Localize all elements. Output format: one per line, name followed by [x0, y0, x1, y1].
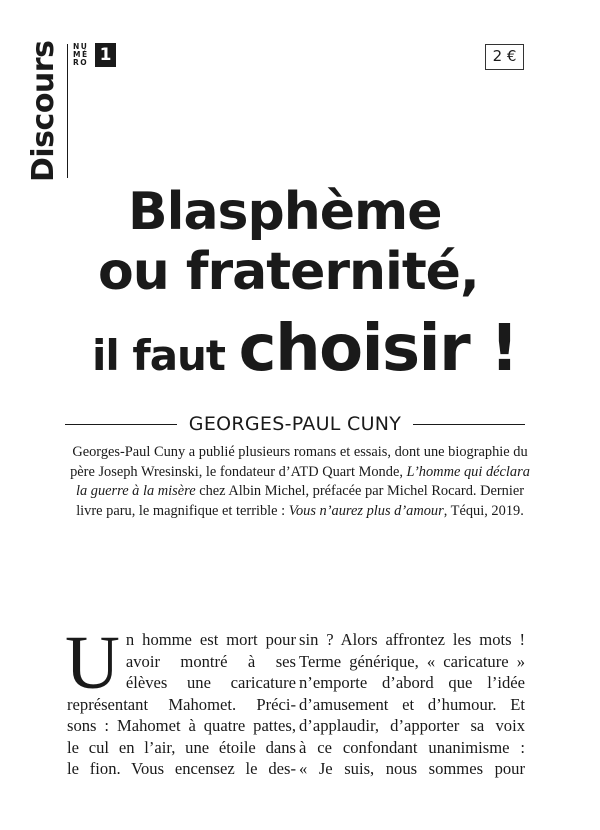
article-line: représentant Mahomet. Préci-	[67, 694, 296, 714]
article-column-right	[299, 629, 525, 780]
bio-book-title: Vous n’aurez plus d’amour	[288, 502, 444, 519]
article-line: élèves une caricature	[125, 673, 296, 692]
headline-line-1: Blasphème	[128, 182, 442, 242]
issue-number: 1	[95, 43, 116, 67]
drop-cap: U	[65, 621, 120, 705]
article-line: sons : Mahomet à quatre pattes,	[67, 716, 296, 735]
article-line: d’amusement et d’humour. Et	[299, 694, 525, 714]
issue-label	[73, 43, 93, 67]
brand-name: Discours	[26, 40, 61, 182]
headline-line-2: ou fraternité,	[98, 242, 479, 302]
article-line: « Je suis, nous sommes pour	[299, 759, 525, 778]
article-line: avoir montré à ses	[125, 651, 296, 671]
headline-line-3-small: il faut	[92, 331, 239, 380]
article-line: n’emporte d’abord que l’idée	[299, 673, 525, 692]
issue-label-part: MÉ	[73, 50, 89, 59]
article-line: à ce confondant unanimisme :	[299, 737, 525, 757]
article-line: Terme générique, « caricature »	[299, 651, 525, 671]
article-line: d’applaudir, d’apporter sa voix	[299, 716, 525, 735]
masthead-divider	[67, 44, 68, 178]
headline-line-3-big: choisir !	[238, 312, 518, 386]
author-name: GEORGES-PAUL CUNY	[188, 413, 402, 435]
article-column-left	[65, 621, 296, 780]
bio-text: chez Albin Michel, préfacée par Michel Rocard. Dernier livre paru, le magnifique et terrible :	[76, 483, 525, 519]
author-bio	[66, 443, 534, 521]
masthead-brand	[24, 40, 66, 182]
author-byline	[65, 412, 525, 436]
byline-rule-right	[413, 424, 525, 425]
issue-label-part: NU	[73, 42, 89, 51]
article-line: sin ? Alors affrontez les mots !	[299, 630, 525, 649]
bio-text: , Téqui, 2019.	[443, 502, 524, 519]
article-line: le cul en l’air, une étoile dans	[67, 737, 296, 757]
issue-label-part: RO	[73, 58, 89, 67]
bio-book-title: L’homme qui déclara la guerre à la misère	[75, 463, 530, 499]
byline-rule-left	[65, 424, 177, 425]
price-tag: 2 €	[485, 44, 524, 70]
bio-text: Georges-Paul Cuny a publié plusieurs romans et essais, dont une biographie du père Joseph Wresinski, le fondateur d’ATD Quart Monde,	[70, 444, 528, 480]
issue-badge	[73, 43, 116, 67]
headline-line-3	[92, 313, 518, 401]
article-line: le fion. Vous encensez le des-	[67, 759, 296, 778]
article-line: n homme est mort pour	[125, 630, 296, 649]
